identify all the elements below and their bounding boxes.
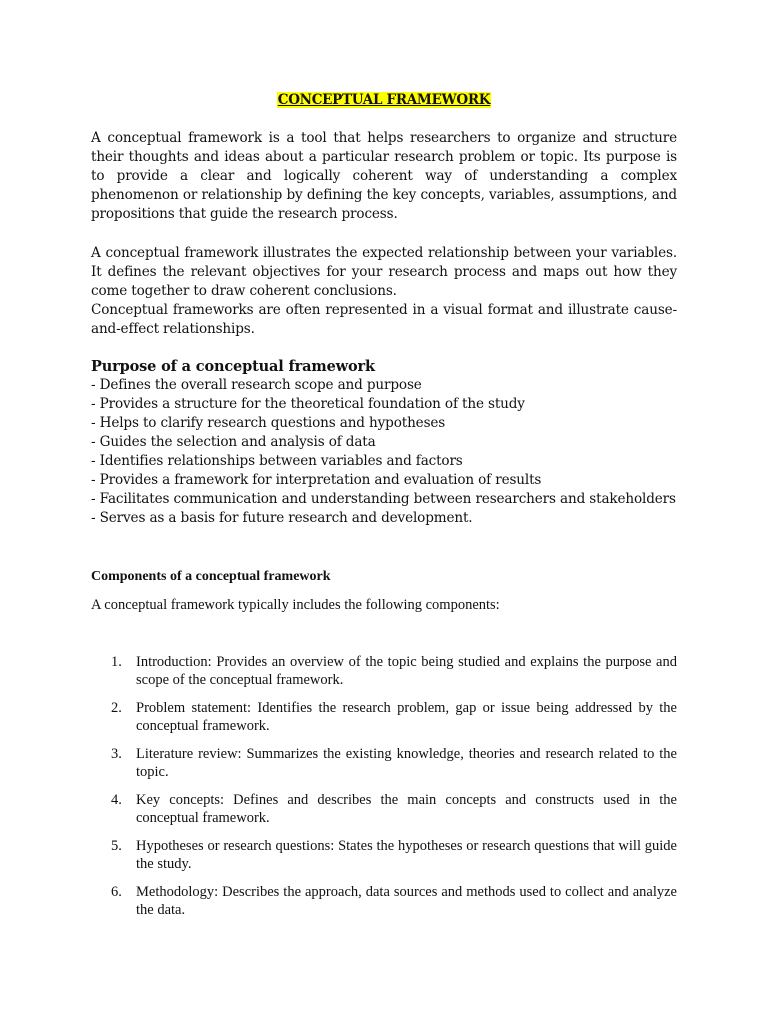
component-item bbox=[111, 837, 677, 873]
component-number: 6. bbox=[111, 884, 122, 900]
purpose-section bbox=[91, 357, 677, 528]
purpose-item: - Helps to clarify research questions and hypotheses bbox=[91, 415, 446, 431]
purpose-item: - Identifies relationships between variables and factors bbox=[91, 453, 463, 469]
component-number: 1. bbox=[111, 654, 122, 670]
component-item bbox=[111, 745, 677, 781]
component-number: 2. bbox=[111, 700, 122, 716]
component-number: 3. bbox=[111, 746, 122, 762]
visual-format-paragraph: Conceptual frameworks are often represented in a visual format and illustrate cause-and-effect relationships. bbox=[91, 302, 677, 337]
components-list bbox=[111, 653, 677, 929]
component-item bbox=[111, 791, 677, 827]
purpose-item: - Guides the selection and analysis of data bbox=[91, 434, 376, 450]
component-text: Problem statement: Identifies the research problem, gap or issue being addressed by the conceptual framework. bbox=[136, 700, 677, 734]
purpose-item: - Facilitates communication and understanding between researchers and stakeholders bbox=[91, 491, 676, 507]
component-item bbox=[111, 883, 677, 919]
component-text: Methodology: Describes the approach, data sources and methods used to collect and analyze the data. bbox=[136, 884, 677, 918]
purpose-item: - Serves as a basis for future research and development. bbox=[91, 510, 473, 526]
intro-paragraph: A conceptual framework is a tool that helps researchers to organize and structure their thoughts and ideas about a particular research problem or topic. Its purpose is to provide a clear and logically coherent way of understanding a complex phenomenon or relationship by defining the key concepts, variables, assumptions, and propositions that guide the research process. bbox=[91, 130, 677, 222]
component-number: 5. bbox=[111, 838, 122, 854]
relationship-paragraph: A conceptual framework illustrates the expected relationship between your variables. It defines the relevant objectives for your research process and maps out how they come together to draw coherent conclusions. bbox=[91, 245, 677, 299]
component-text: Literature review: Summarizes the existing knowledge, theories and research related to the topic. bbox=[136, 746, 677, 780]
title-container bbox=[0, 91, 768, 109]
component-text: Introduction: Provides an overview of the topic being studied and explains the purpose and scope of the conceptual framework. bbox=[136, 654, 677, 688]
purpose-item: - Provides a structure for the theoretical foundation of the study bbox=[91, 396, 525, 412]
purpose-item: - Defines the overall research scope and purpose bbox=[91, 377, 422, 393]
purpose-list bbox=[91, 376, 677, 528]
component-text: Key concepts: Defines and describes the main concepts and constructs used in the conceptual framework. bbox=[136, 792, 677, 826]
components-intro: A conceptual framework typically includes the following components: bbox=[91, 597, 500, 613]
component-text: Hypotheses or research questions: States the hypotheses or research questions that will guide the study. bbox=[136, 838, 677, 872]
purpose-item: - Provides a framework for interpretation and evaluation of results bbox=[91, 472, 542, 488]
component-number: 4. bbox=[111, 792, 122, 808]
document-title: CONCEPTUAL FRAMEWORK bbox=[277, 92, 491, 108]
component-item bbox=[111, 699, 677, 735]
component-item bbox=[111, 653, 677, 689]
purpose-heading: Purpose of a conceptual framework bbox=[91, 358, 375, 375]
components-heading: Components of a conceptual framework bbox=[91, 569, 331, 584]
